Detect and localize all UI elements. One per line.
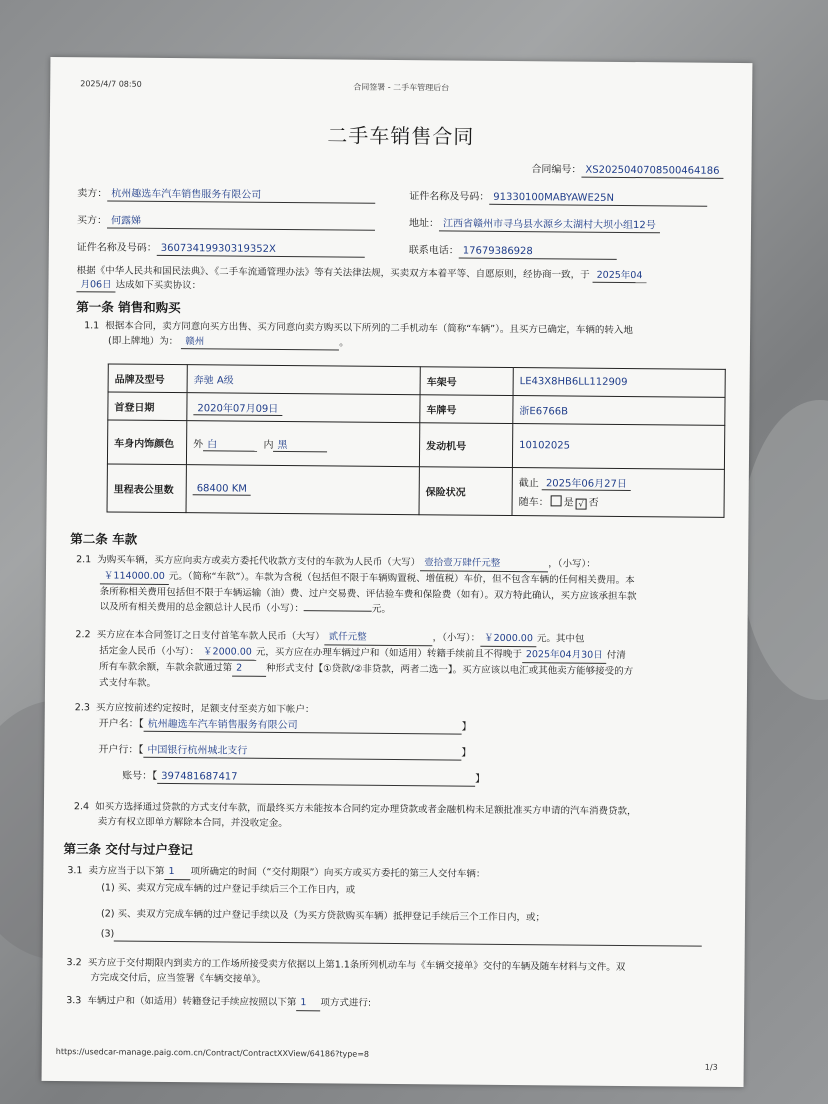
clause-2-2: 2.2 买方应在本合同签订之日支付首笔车款人民币（大写） 贰仟元整 ，（小写）： ￥2000.00 元。其中包 括定金人民币（小写）： ￥2000.00 元，买方应在办理车辆过户和（如适用）转籍手续前且不得晚于 2025年04月30日 付清 所有车款余额，车款余款通过第 2 种形式支付【①贷款/②非贷款，两者二选一】。买方应该以电汇或其他卖方能够接受的方 式支付车款。	[75, 629, 634, 689]
buyer-id: 36073419930319352X	[157, 242, 365, 258]
buyer-id-row: 证件名称及号码： 36073419930319352X	[77, 241, 365, 258]
engine-number: 10102025	[512, 424, 724, 470]
clause-3-1-option-1: (1) 买、卖双方完成车辆的过户登记手续后三个工作日内，或	[101, 882, 356, 896]
bank-row: 开户行：【 中国银行杭州城北支行 】	[98, 744, 472, 759]
clause-1-1: 1.1 根据本合同，卖方同意向买方出售、买方同意向卖方购买以下所列的二手机动车（简称“车辆”）。且买方已确定，车辆的转入地	[84, 320, 633, 337]
vin: LE43X8HB6LL112909	[513, 368, 725, 398]
interior-color: 黑	[273, 435, 327, 451]
price-uppercase: 壹拾壹万肆仟元整	[420, 555, 548, 572]
bank-name: 中国银行杭州城北支行	[143, 744, 461, 761]
clause-3-1-option-2: (2) 买、卖双方完成车辆的过户登记手续以及（为买方贷款购买车辆）抵押登记手续后三个工作日内，或；	[100, 908, 546, 924]
buyer-address-row: 地址： 江西省赣州市寻乌县水源乡太湖村大坝小组12号	[409, 217, 660, 233]
buyer-name: 何露娣	[107, 214, 375, 230]
page-number: 1/3	[704, 1062, 718, 1072]
clause-2-4: 2.4 如买方选择通过贷款的方式支付车款，而最终买方未能按本合同约定办理贷款或者金融机构未足额批准买方申请的汽车消费贷款， 卖方有权立即单方解除本合同，并没收定金。	[73, 801, 637, 830]
intro-line-1: 根据《中华人民共和国民法典》、《二手车流通管理办法》等有关法律法规，买卖双方本着平等、自愿原则，经协商一致，于 2025年04	[77, 264, 647, 283]
buyer-address: 江西省赣州市寻乌县水源乡太湖村大坝小组12号	[439, 217, 660, 233]
insurance-until: 2025年06月27日	[542, 474, 631, 491]
deposit-amount: ￥2000.00	[199, 644, 256, 660]
contract-page	[42, 57, 753, 1087]
clause-2-3: 2.3 买方应按前述约定按时，足额支付至卖方如下帐户：	[74, 702, 315, 716]
payment-deadline: 2025年04月30日	[522, 647, 607, 664]
exterior-color: 白	[203, 435, 257, 451]
print-page-title: 合同签署 - 二手车管理后台	[353, 82, 450, 93]
article-2-title: 第二条 车款	[70, 531, 138, 547]
print-datetime: 2025/4/7 08:50	[80, 79, 142, 89]
buyer-phone: 17679386928	[459, 245, 617, 260]
article-3-title: 第三条 交付与过户登记	[63, 841, 193, 858]
seller-id: 91330100MABYAWE25N	[489, 191, 707, 207]
seller-id-row: 证件名称及号码： 91330100MABYAWE25N	[409, 190, 707, 207]
payment-method: 2	[232, 661, 266, 677]
intro-line-2: 月06日 达成如下买卖协议：	[76, 278, 201, 293]
delivery-option: 1	[164, 864, 190, 880]
account-number-row: 账号：【 397481687417 】	[122, 770, 486, 785]
first-registration-date: 2020年07月09日	[193, 399, 282, 416]
contract-number: 合同编号： XS2025040708500464186	[531, 163, 723, 179]
account-name-row: 开户名：【 杭州趣选车汽车销售服务有限公司 】	[98, 718, 472, 733]
insurance-no-checkbox: √	[576, 499, 587, 510]
contract-number-value: XS2025040708500464186	[581, 164, 723, 179]
vehicle-info-table: 品牌及型号 奔驰 A级 车架号 LE43X8HB6LL112909 首登日期 2020年07月09日 车牌号 浙E6766B 车身内饰颜色 外 白 内 黑 发动机号 10102025 里程表公里数 68400 KM 保险状况 截止 2025年06月27日 随车： 是 √ 否	[107, 363, 726, 517]
insurance-yes-checkbox	[551, 495, 562, 506]
contract-title: 二手车销售合同	[327, 123, 475, 149]
clause-1-1-place: (即上牌地）为： 赣州 。	[107, 335, 349, 349]
registration-place: 赣州	[181, 335, 339, 350]
buyer-phone-row: 联系电话： 17679386928	[409, 244, 617, 260]
buyer-row: 买方： 何露娣	[77, 214, 375, 231]
account-number: 397481687417	[157, 770, 475, 787]
seller-name: 杭州趣选车汽车销售服务有限公司	[107, 187, 375, 203]
price-amount: ￥114000.00	[100, 568, 169, 585]
brand-model: 奔驰 A级	[187, 365, 420, 395]
transfer-option: 1	[296, 995, 320, 1011]
account-name: 杭州趣选车汽车销售服务有限公司	[144, 718, 462, 735]
clause-2-1: 2.1 为购买车辆，买方应向卖方或卖方委托代收款方支付的车款为人民币（大写） 壹拾壹万肆仟元整 ，（小写）： ￥114000.00 元。（简称“车款”）。车款为含税（包括但不限于车辆购置税、增值税）车价，但不包含车辆的任何相关费用。本 条所称相关费用包括但不限于车辆运输（油）费、过户交易费、评估验车费和保险费（如有）。双方特此确认，买方应该承担车款 以及所有相关费用的总金额总计人民币（小写）： 元。	[76, 554, 637, 615]
plate-number: 浙E6766B	[513, 396, 725, 426]
article-1-title: 第一条 销售和购买	[76, 299, 181, 316]
clause-3-1: 3.1 卖方应当于以下第 1 项所确定的时间（“交付期限”）向买方或买方委托的第三人交付车辆：	[67, 865, 486, 880]
print-url: https://usedcar-manage.paig.com.cn/Contract/ContractXXView/64186?type=8	[55, 1047, 370, 1059]
clause-3-3: 3.3 车辆过户和（如适用）转籍登记手续应按照以下第 1 项方式进行:	[66, 993, 371, 1012]
down-payment-amount: ￥2000.00	[480, 631, 537, 647]
clause-3-2: 3.2 买方应于交付期限内到卖方的工作场所接受卖方依据以上第1.1条所列机动车与《车辆交接单》交付的车辆及随车材料与文件。双 方完成交付后，应当签署《车辆交接单》。	[66, 957, 626, 985]
clause-3-1-option-3: (3)	[101, 927, 703, 946]
mileage: 68400 KM	[193, 483, 251, 496]
seller-row: 卖方： 杭州趣选车汽车销售服务有限公司	[77, 187, 375, 204]
down-payment-uppercase: 贰仟元整	[325, 629, 433, 646]
